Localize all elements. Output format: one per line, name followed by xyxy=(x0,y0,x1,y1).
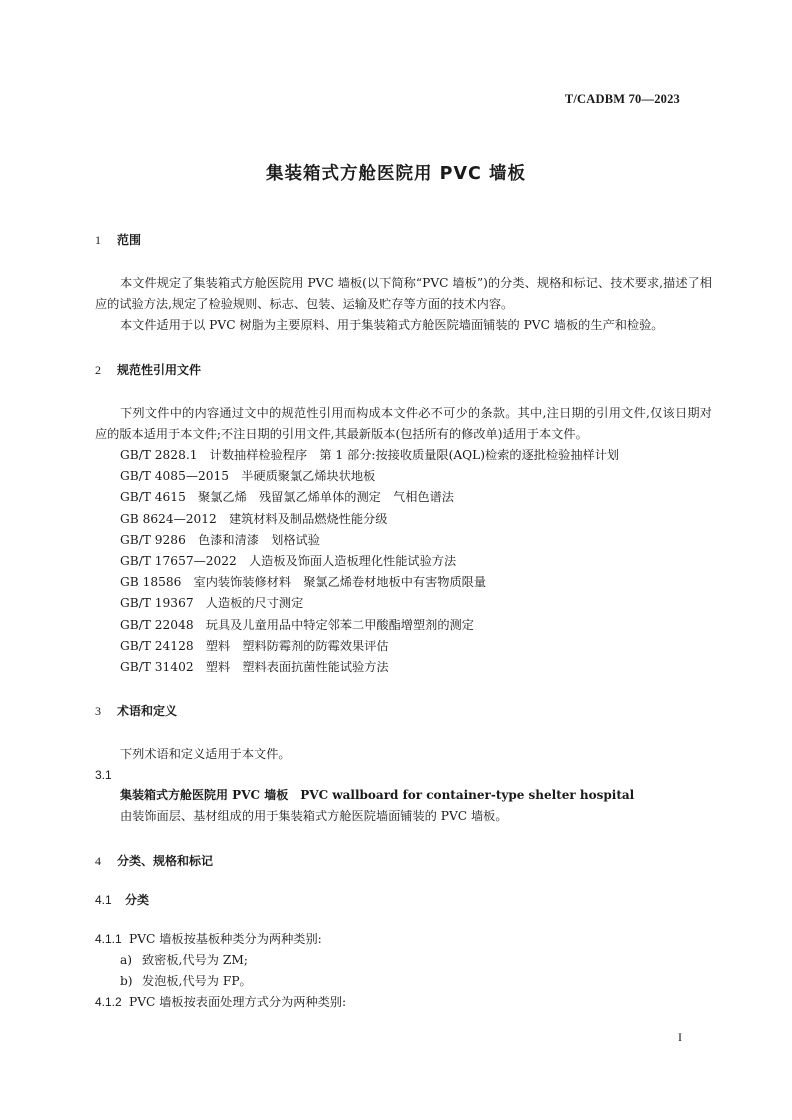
list-item xyxy=(95,950,712,971)
clause-number: 4.1.1 xyxy=(95,931,122,946)
paragraph: 本文件适用于以 PVC 树脂为主要原料、用于集装箱式方舱医院墙面铺装的 PVC 墙板的生产和检验。 xyxy=(120,318,664,333)
reference-item: GB/T 31402 塑料 塑料表面抗菌性能试验方法 xyxy=(120,660,389,675)
section-1-heading xyxy=(95,230,712,251)
term-name: 集装箱式方舱医院用 PVC 墙板 PVC wallboard for container-type shelter hospital xyxy=(120,788,635,803)
reference-item: GB 8624—2012 建筑材料及制品燃烧性能分级 xyxy=(120,511,388,526)
list-text: 发泡板,代号为 FP。 xyxy=(142,974,252,989)
clause-4-1-1 xyxy=(95,929,712,950)
reference-item: GB 18586 室内装饰装修材料 聚氯乙烯卷材地板中有害物质限量 xyxy=(120,575,487,590)
clause-text: PVC 墙板按基板种类分为两种类别: xyxy=(129,931,322,946)
section-title: 规范性引用文件 xyxy=(117,362,202,377)
clause-4-1-2 xyxy=(95,992,712,1013)
subsection-number: 4.1 xyxy=(95,892,112,907)
reference-item: GB/T 4615 聚氯乙烯 残留氯乙烯单体的测定 气相色谱法 xyxy=(120,490,454,505)
section-number: 2 xyxy=(95,362,101,377)
reference-item: GB/T 22048 玩具及儿童用品中特定邻苯二甲酸酯增塑剂的测定 xyxy=(120,617,474,632)
subsection-4-1-heading xyxy=(95,890,712,911)
section-title: 术语和定义 xyxy=(117,704,178,719)
document-title: 集装箱式方舱医院用 PVC 墙板 xyxy=(266,164,526,184)
reference-item: GB/T 2828.1 计数抽样检验程序 第 1 部分:按接收质量限(AQL)检索的逐批检验抽样计划 xyxy=(120,448,620,463)
list-label: b) xyxy=(120,974,133,989)
reference-item: GB/T 19367 人造板的尺寸测定 xyxy=(120,596,304,611)
section-number: 4 xyxy=(95,853,101,868)
section-4-heading xyxy=(95,851,712,872)
list-text: 致密板,代号为 ZM; xyxy=(142,952,248,967)
reference-item: GB/T 24128 塑料 塑料防霉剂的防霉效果评估 xyxy=(120,638,389,653)
reference-item: GB/T 9286 色漆和清漆 划格试验 xyxy=(120,532,320,547)
section-2-heading xyxy=(95,360,712,381)
subsection-title: 分类 xyxy=(125,892,150,907)
section-title: 分类、规格和标记 xyxy=(117,853,214,868)
list-item xyxy=(95,971,712,992)
list-label: a) xyxy=(120,952,133,967)
page-number: I xyxy=(678,1030,682,1044)
document-body xyxy=(95,230,712,1013)
term-number: 3.1 xyxy=(95,768,112,783)
term-definition: 由装饰面层、基材组成的用于集装箱式方舱医院墙面铺装的 PVC 墙板。 xyxy=(120,809,508,824)
clause-text: PVC 墙板按表面处理方式分为两种类别: xyxy=(129,995,347,1010)
paragraph: 本文件规定了集装箱式方舱医院用 PVC 墙板(以下简称“PVC 墙板”)的分类、规格和标记、技术要求,描述了相应的试验方法,规定了检验规则、标志、包装、运输及贮存等方面的技术内容。 xyxy=(95,276,712,312)
standard-number: T/CADBM 70—2023 xyxy=(564,92,680,106)
reference-item: GB/T 17657—2022 人造板及饰面人造板理化性能试验方法 xyxy=(120,554,457,569)
paragraph: 下列文件中的内容通过文中的规范性引用而构成本文件必不可少的条款。其中,注日期的引用文件,仅该日期对应的版本适用于本文件;不注日期的引用文件,其最新版本(包括所有的修改单)适用于本文件。 xyxy=(95,405,712,441)
section-title: 范围 xyxy=(117,233,142,247)
paragraph: 下列术语和定义适用于本文件。 xyxy=(120,747,291,762)
reference-item: GB/T 4085—2015 半硬质聚氯乙烯块状地板 xyxy=(120,469,376,484)
section-number: 3 xyxy=(95,704,101,719)
section-number: 1 xyxy=(95,233,101,247)
section-3-heading xyxy=(95,701,712,722)
clause-number: 4.1.2 xyxy=(95,995,122,1010)
